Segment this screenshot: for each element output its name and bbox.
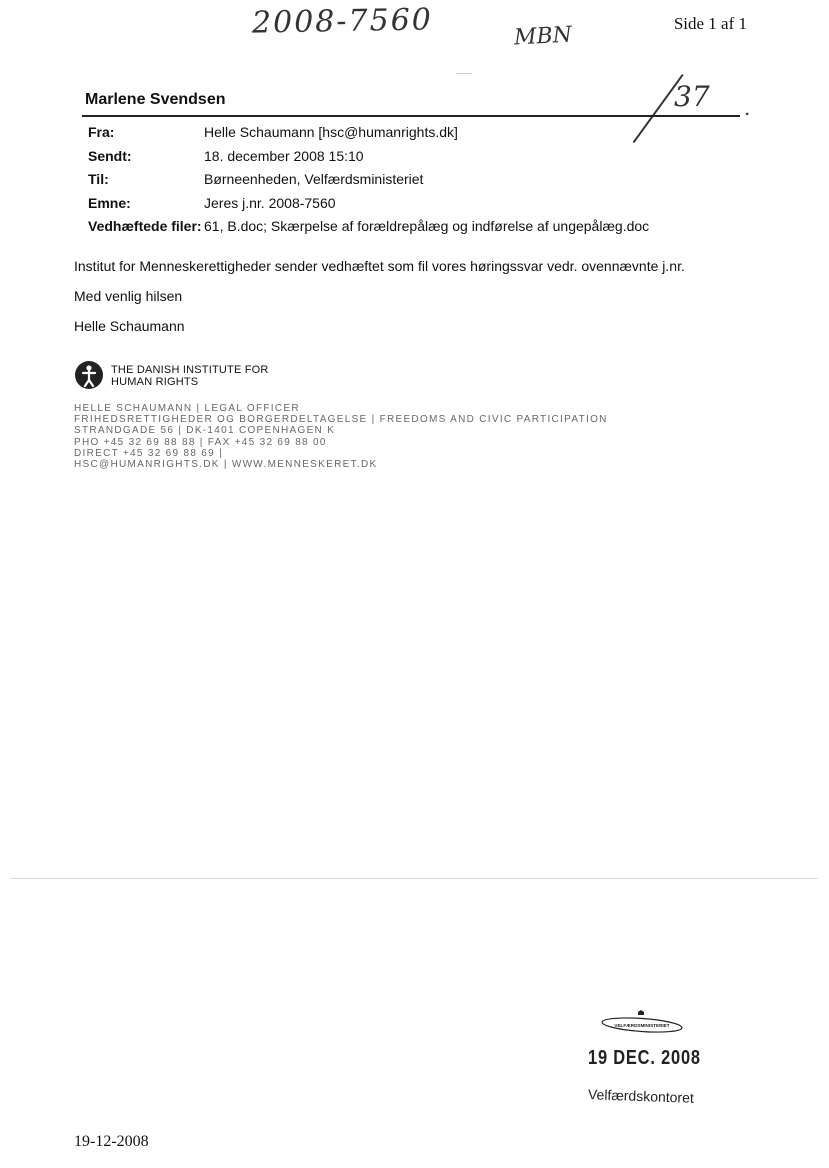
email-body: [74, 258, 774, 348]
header-label: Fra:: [88, 124, 115, 140]
signature-line: DIRECT +45 32 69 88 69 |: [74, 447, 223, 459]
logo-line-1: THE DANISH INSTITUTE FOR: [111, 364, 269, 376]
email-header-table: [88, 124, 649, 242]
handwritten-case-ref: 2008-7560: [251, 2, 434, 41]
body-sender: Helle Schaumann: [74, 318, 185, 334]
header-label: Til:: [88, 171, 109, 187]
header-value-to: Børneenheden, Velfærdsministeriet: [204, 171, 424, 187]
scan-mark: [456, 73, 472, 74]
header-row-subject: [88, 195, 649, 219]
signature-line: HELLE SCHAUMANN | LEGAL OFFICER: [74, 403, 300, 414]
header-label: Emne:: [88, 194, 131, 211]
handwritten-dot: .: [744, 96, 751, 120]
ministry-seal-stamp: [600, 1010, 684, 1034]
scan-fold-line: [10, 878, 818, 879]
header-row-attachments: [88, 218, 649, 242]
signature-line: PHO +45 32 69 88 88 | FAX +45 32 69 88 00: [74, 436, 327, 448]
header-value-subject: Jeres j.nr. 2008-7560: [204, 194, 336, 211]
email-signature: [74, 403, 608, 470]
handwritten-code: MBN: [513, 22, 573, 51]
signature-line: HSC@HUMANRIGHTS.DK | WWW.MENNESKERET.DK: [74, 459, 378, 471]
institute-logo-text: [111, 364, 269, 388]
header-row-from: [88, 124, 649, 148]
stamp-ministry-text: VELFÆRDSMINISTERIET: [614, 1023, 670, 1028]
header-value-sent: 18. december 2008 15:10: [204, 147, 364, 164]
header-row-to: [88, 171, 649, 195]
stamp-received-date: 19 DEC. 2008: [588, 1047, 701, 1069]
header-value-attachments: 61, B.doc; Skærpelse af forældrepålæg og indførelse af ungepålæg.doc: [204, 218, 650, 234]
human-figure-icon: [74, 360, 104, 390]
signature-line: FRIHEDSRETTIGHEDER OG BORGERDELTAGELSE | FREEDOMS AND CIVIC PARTICIPATION: [74, 414, 608, 426]
signature-line: STRANDGADE 56 | DK-1401 COPENHAGEN K: [74, 425, 336, 437]
print-date: 19-12-2008: [74, 1133, 149, 1150]
logo-line-2: HUMAN RIGHTS: [111, 376, 199, 388]
mailbox-owner-name: Marlene Svendsen: [85, 91, 226, 108]
header-label: Sendt:: [88, 147, 132, 164]
header-value-from: Helle Schaumann [hsc@humanrights.dk]: [204, 124, 458, 140]
body-paragraph: Institut for Menneskerettigheder sender vedhæftet som fil vores høringssvar vedr. ovennævnte j.nr.: [74, 258, 685, 274]
page-number: Side 1 af 1: [673, 14, 747, 33]
body-greeting: Med venlig hilsen: [74, 288, 183, 304]
header-row-sent: [88, 148, 649, 172]
stamp-office: Velfærdskontoret: [587, 1086, 695, 1106]
handwritten-doc-number: 37: [674, 80, 710, 113]
header-label: Vedhæftede filer:: [88, 218, 202, 234]
header-divider: [82, 115, 740, 117]
